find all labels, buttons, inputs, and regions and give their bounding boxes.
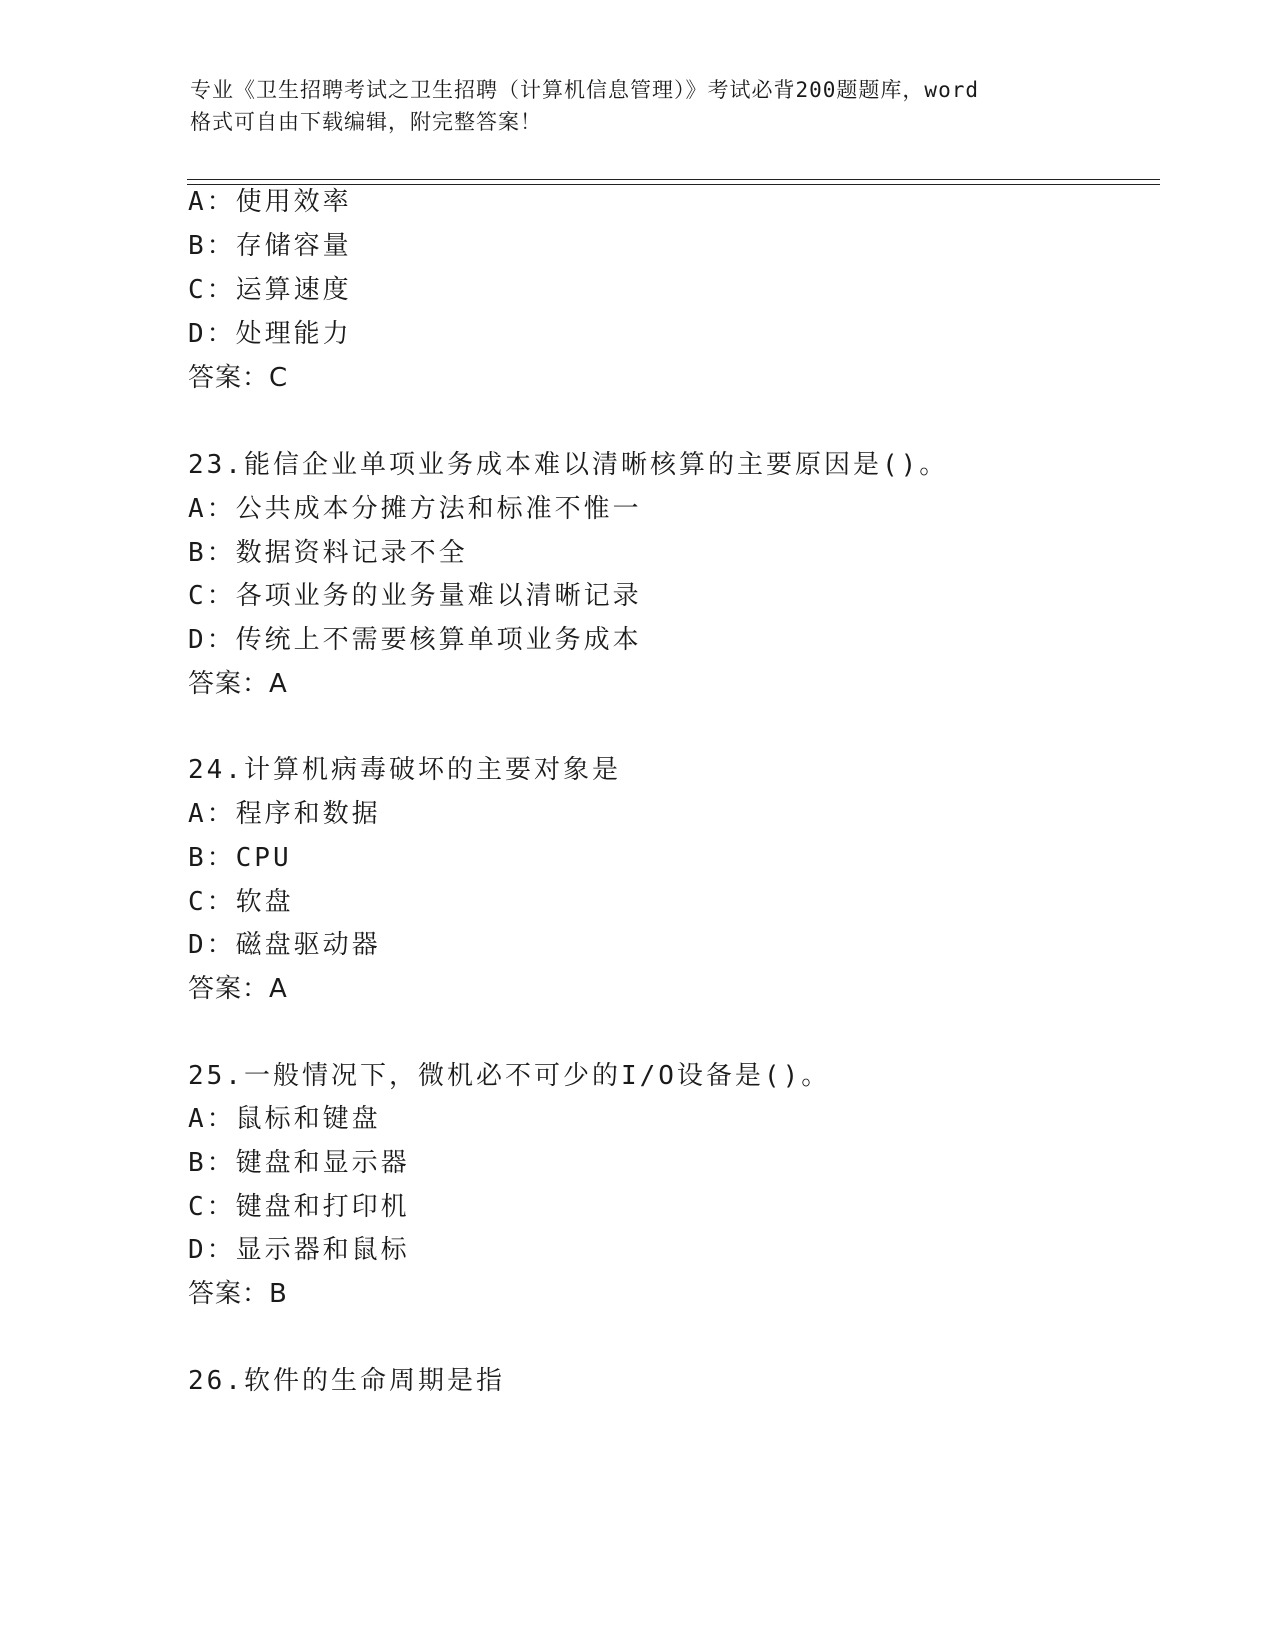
option-c: C：各项业务的业务量难以清晰记录	[188, 581, 642, 611]
option-b: B：存储容量	[188, 231, 352, 261]
option-b: B：键盘和显示器	[188, 1148, 410, 1178]
option-c: C：键盘和打印机	[188, 1192, 410, 1222]
answer-line: 答案：A	[188, 974, 288, 1004]
option-d: D：传统上不需要核算单项业务成本	[188, 625, 642, 655]
option-a: A：使用效率	[188, 187, 352, 217]
option-c: C：运算速度	[188, 275, 352, 305]
question-24: 24.计算机病毒破坏的主要对象是	[188, 755, 621, 785]
header-divider-top	[187, 179, 1160, 180]
question-25: 25.一般情况下，微机必不可少的I/O设备是()。	[188, 1061, 831, 1091]
document-header	[190, 74, 1110, 138]
answer-line: 答案：A	[188, 669, 288, 699]
option-b: B：数据资料记录不全	[188, 538, 468, 568]
option-a: A：程序和数据	[188, 799, 381, 829]
option-c: C：软盘	[188, 887, 294, 917]
option-a: A：公共成本分摊方法和标准不惟一	[188, 494, 642, 524]
question-23: 23.能信企业单项业务成本难以清晰核算的主要原因是()。	[188, 450, 949, 480]
option-b: B：CPU	[188, 843, 292, 873]
question-26: 26.软件的生命周期是指	[188, 1366, 505, 1396]
header-title-line-1: 专业《卫生招聘考试之卫生招聘（计算机信息管理）》考试必背200题题库，word	[190, 78, 979, 102]
option-d: D：处理能力	[188, 319, 352, 349]
header-title-line-2: 格式可自由下载编辑，附完整答案！	[190, 110, 542, 134]
header-divider-bottom	[187, 184, 1160, 185]
option-d: D：显示器和鼠标	[188, 1235, 410, 1265]
option-d: D：磁盘驱动器	[188, 930, 381, 960]
answer-line: 答案：B	[188, 1279, 288, 1309]
option-a: A：鼠标和键盘	[188, 1104, 381, 1134]
answer-line: 答案：C	[188, 363, 289, 393]
